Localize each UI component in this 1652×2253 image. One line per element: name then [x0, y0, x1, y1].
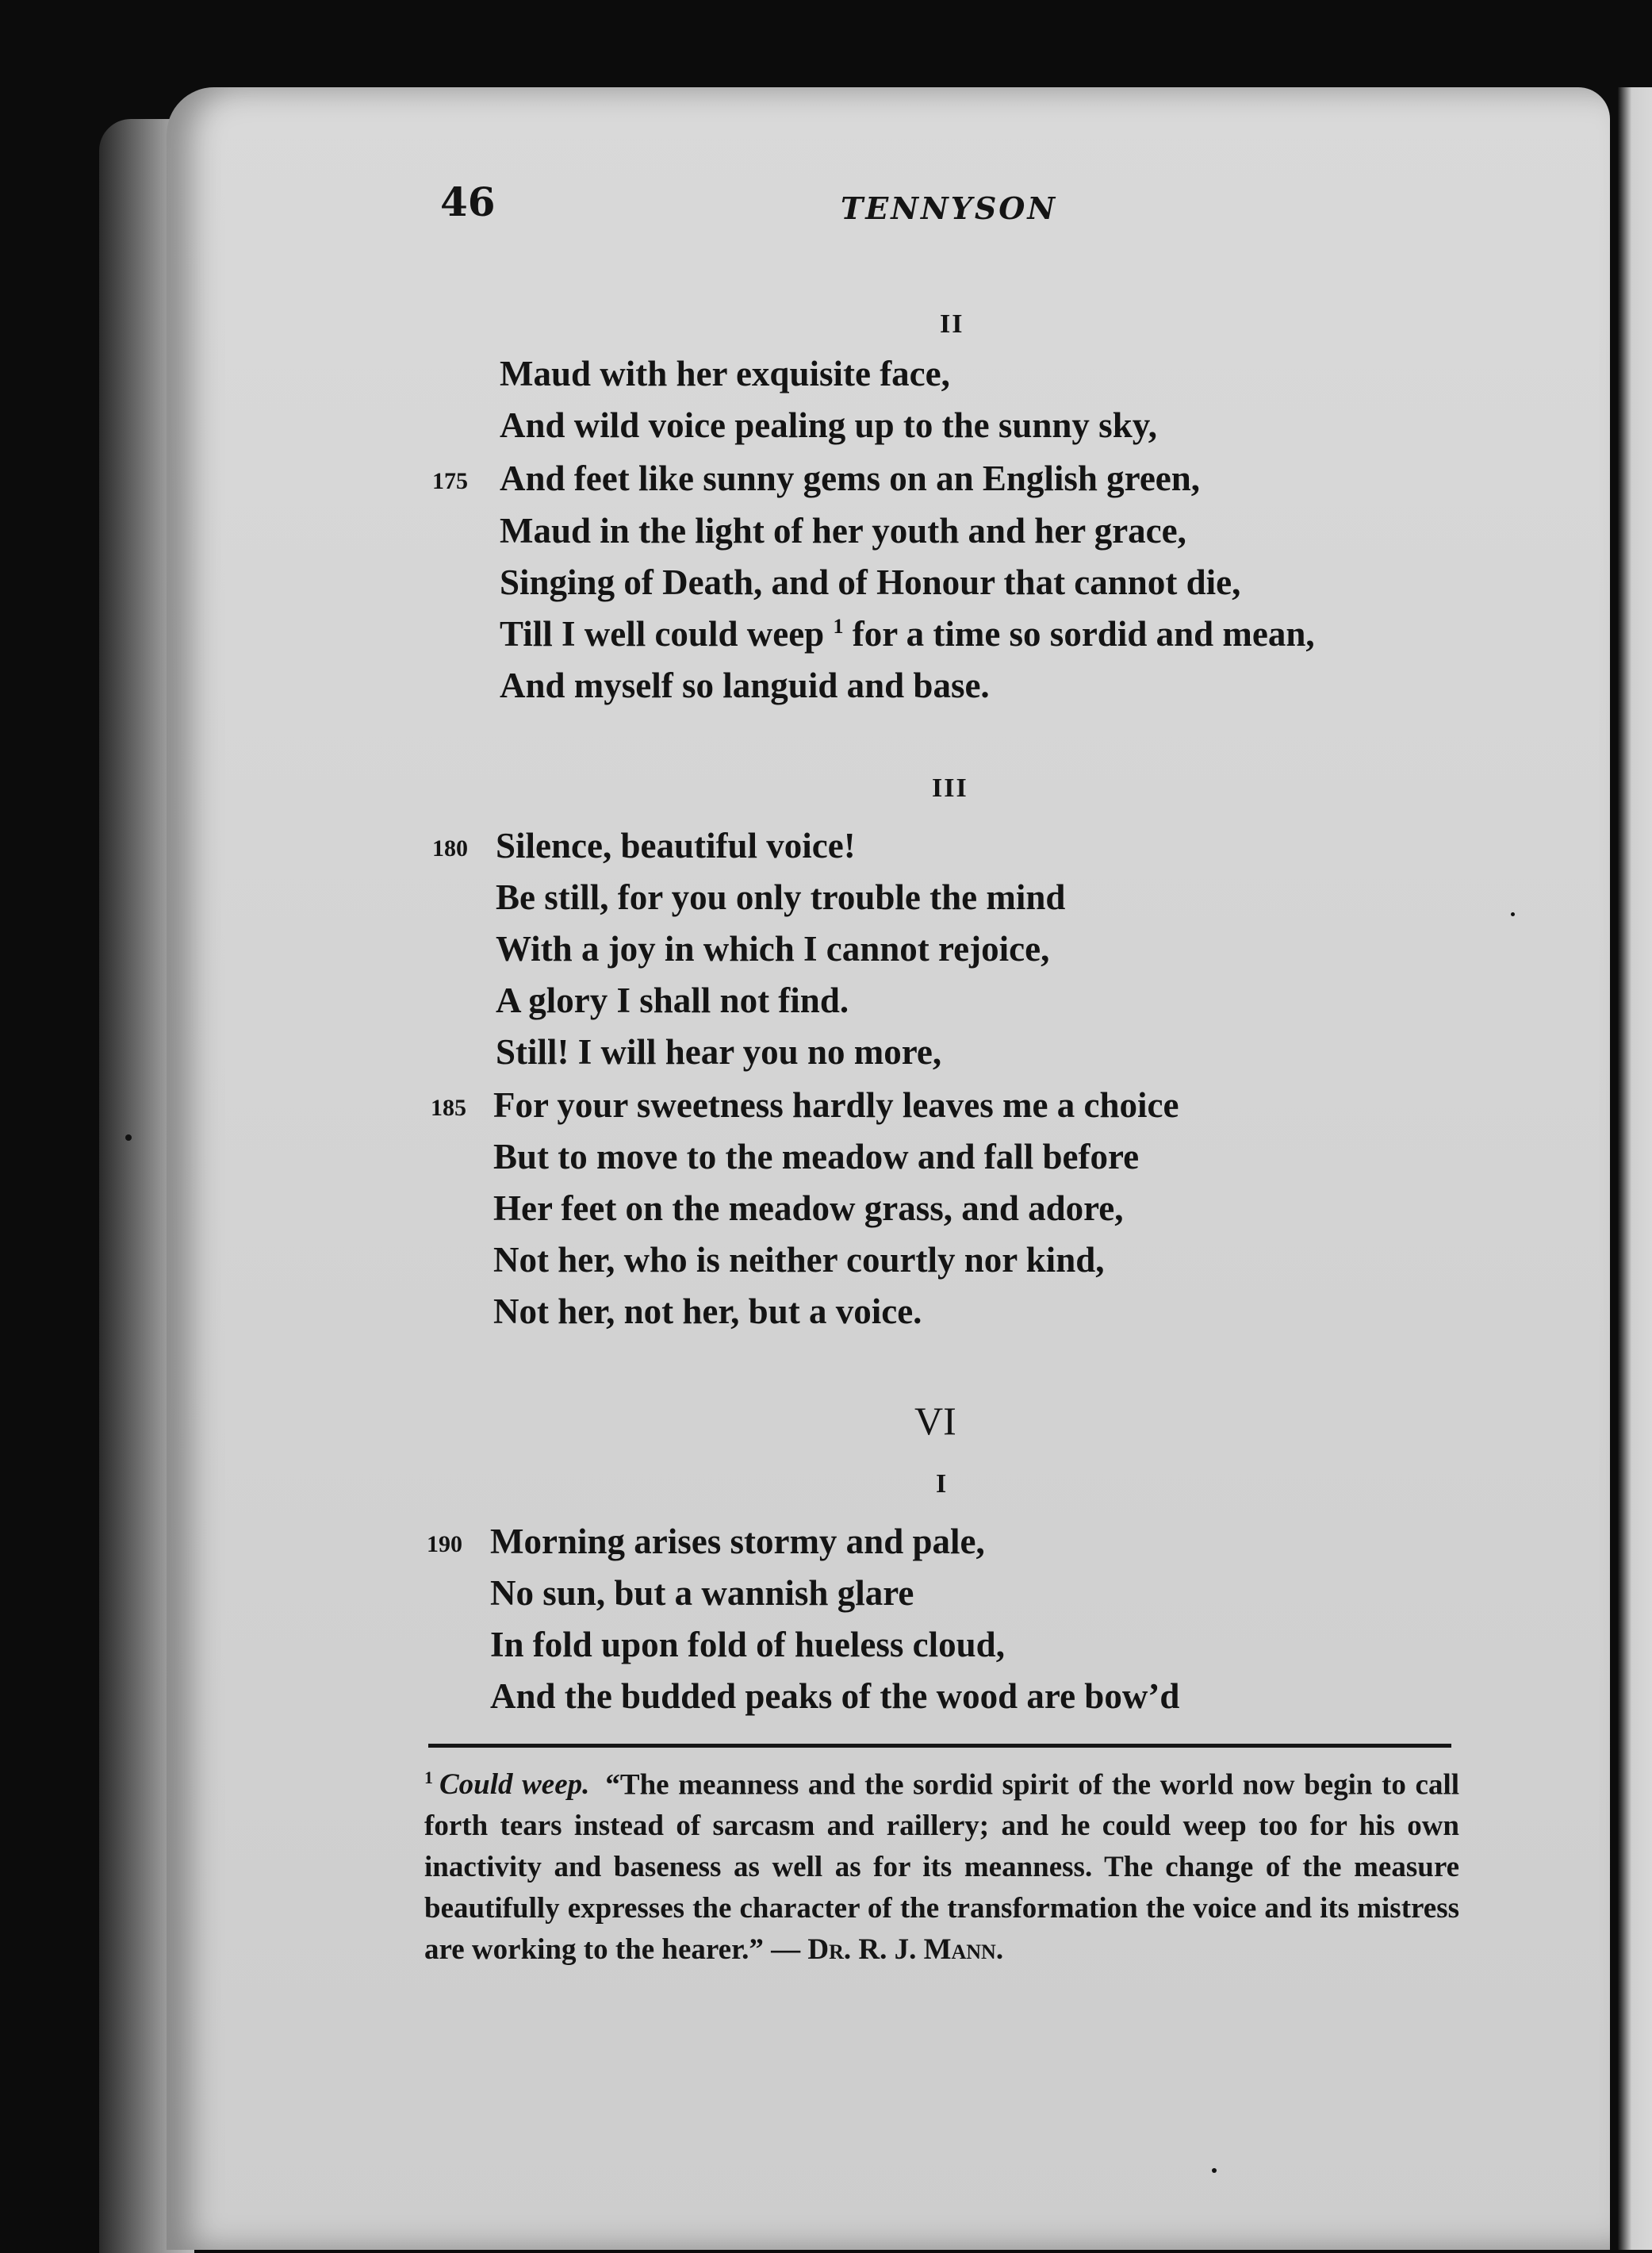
verse-line: Still! I will hear you no more, — [496, 1032, 942, 1072]
scan-speck — [125, 1134, 132, 1141]
verse-line: In fold upon fold of hueless cloud, — [490, 1625, 1005, 1664]
footnote-rule — [428, 1744, 1451, 1748]
next-page-edge — [1618, 87, 1652, 2250]
line-number: 175 — [432, 468, 468, 494]
verse-line: Maud in the light of her youth and her grace, — [500, 511, 1186, 551]
footnote-key: Could weep. — [439, 1768, 590, 1802]
verse-line: For your sweetness hardly leaves me a choice — [493, 1085, 1179, 1125]
section-heading-i: I — [936, 1469, 949, 1499]
verse-line: Not her, who is neither courtly nor kind, — [493, 1240, 1105, 1280]
verse-line-with-footnote — [500, 613, 1315, 654]
verse-line: And myself so languid and base. — [500, 666, 990, 705]
verse-line: Maud with her exquisite face, — [500, 354, 950, 393]
verse-line: Singing of Death, and of Honour that cannot die, — [500, 562, 1241, 602]
part-heading-vi: VI — [914, 1399, 956, 1443]
footnote-reference: 1 — [833, 615, 844, 638]
section-heading-ii: II — [940, 309, 964, 339]
verse-line: Not her, not her, but a voice. — [493, 1292, 922, 1331]
verse-text: for a time so sordid and mean, — [843, 614, 1315, 654]
verse-line: No sun, but a wannish glare — [490, 1573, 914, 1613]
scan-speck — [1212, 2168, 1217, 2173]
verse-line: With a joy in which I cannot rejoice, — [496, 929, 1050, 969]
footnote-mark: 1 — [424, 1767, 433, 1787]
line-number: 190 — [427, 1531, 462, 1557]
footnote-attribution: Dr. R. J. Mann. — [807, 1933, 1004, 1967]
verse-text: Till I well could weep — [500, 614, 834, 654]
verse-line: A glory I shall not find. — [496, 981, 849, 1020]
page-number: 46 — [440, 178, 496, 225]
verse-line: Her feet on the meadow grass, and adore, — [493, 1188, 1124, 1228]
running-head: TENNYSON — [841, 190, 1058, 226]
footnote-body: “The meanness and the sordid spirit of the world now begin to call forth tears instead of sarcasm and raillery; and he could weep too for his own inactivity and baseness as well as for its meanness. The change of the measure beautifully expresses the character of the transformation the voice and its mistress are working to the hearer.” — — [424, 1768, 1460, 1967]
verse-line: And feet like sunny gems on an English green, — [500, 459, 1201, 498]
scan-speck — [1511, 912, 1515, 916]
verse-line: And wild voice pealing up to the sunny sky, — [500, 405, 1157, 445]
verse-line: Be still, for you only trouble the mind — [496, 877, 1066, 917]
verse-line: But to move to the meadow and fall before — [493, 1137, 1140, 1176]
verse-line: Morning arises stormy and pale, — [490, 1522, 985, 1561]
footnote — [424, 1757, 1459, 1971]
section-heading-iii: III — [932, 773, 968, 803]
verse-line: Silence, beautiful voice! — [496, 826, 856, 866]
line-number: 180 — [432, 835, 468, 862]
line-number: 185 — [431, 1095, 466, 1121]
verse-line: And the budded peaks of the wood are bow’d — [490, 1676, 1180, 1716]
